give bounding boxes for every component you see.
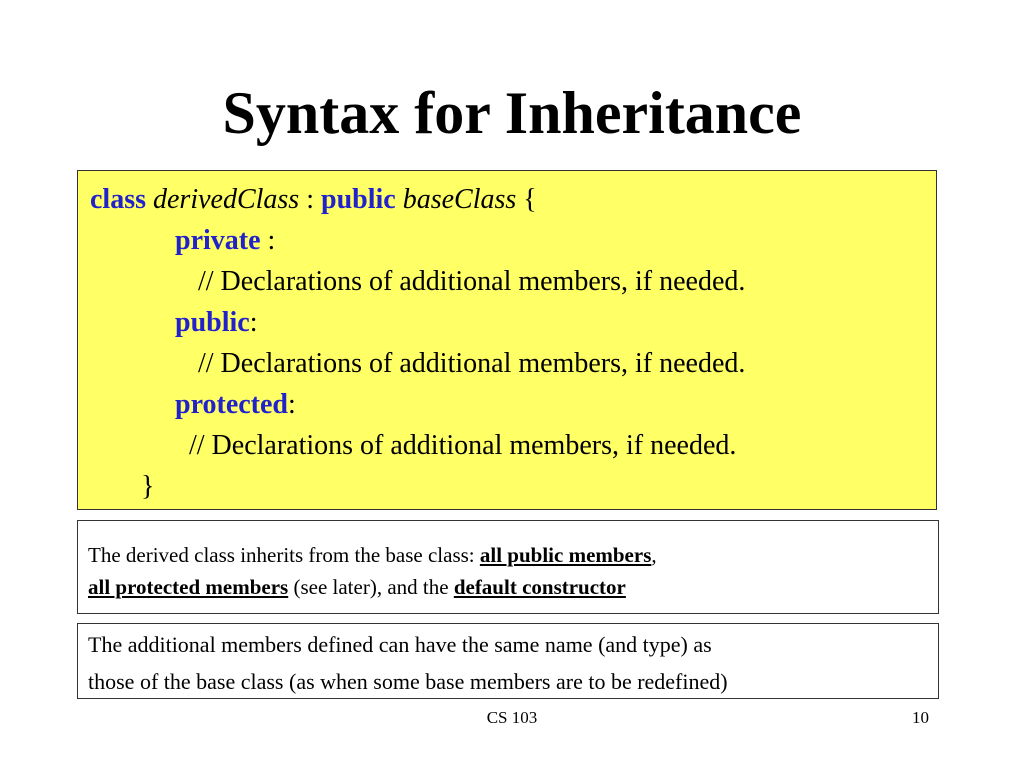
keyword-private: private (175, 225, 261, 256)
footer-page-number: 10 (912, 708, 929, 727)
note-redefinition (77, 623, 939, 699)
note-inheritance (77, 520, 939, 614)
code-line-protected (175, 388, 296, 422)
code-comment-1: // Declarations of additional members, if needed. (198, 266, 746, 297)
keyword-public: public (321, 184, 396, 215)
colon-text: : (299, 184, 321, 215)
code-line-class-header (90, 183, 537, 217)
note1-text-a: The derived class inherits from the base class: (88, 543, 480, 567)
footer-course: CS 103 (486, 708, 538, 727)
protected-colon: : (288, 389, 296, 420)
code-line-private (175, 224, 275, 258)
keyword-protected: protected (175, 389, 288, 420)
default-constructor: default constructor (453, 575, 626, 599)
keyword-class: class (90, 184, 146, 215)
all-public-members: all public members (479, 543, 652, 567)
code-comment-3: // Declarations of additional members, if needed. (189, 430, 737, 461)
code-line-public (175, 306, 257, 340)
private-colon: : (260, 225, 276, 256)
open-brace: { (516, 184, 537, 215)
slide-title: Syntax for Inheritance (222, 80, 802, 146)
public-colon: : (249, 307, 258, 338)
code-box (77, 170, 937, 510)
derived-class-name: derivedClass (153, 184, 300, 215)
note1-text-b: (see later), and the (288, 575, 454, 599)
note2-line-2: those of the base class (as when some base members are to be redefined) (88, 669, 728, 694)
keyword-public-2: public (175, 307, 250, 338)
note1-comma: , (651, 543, 657, 567)
close-brace: } (141, 471, 155, 502)
all-protected-members: all protected members (88, 575, 289, 599)
base-class-name: baseClass (402, 184, 517, 215)
code-comment-2: // Declarations of additional members, if needed. (198, 348, 746, 379)
note2-line-1: The additional members defined can have the same name (and type) as (88, 632, 712, 657)
